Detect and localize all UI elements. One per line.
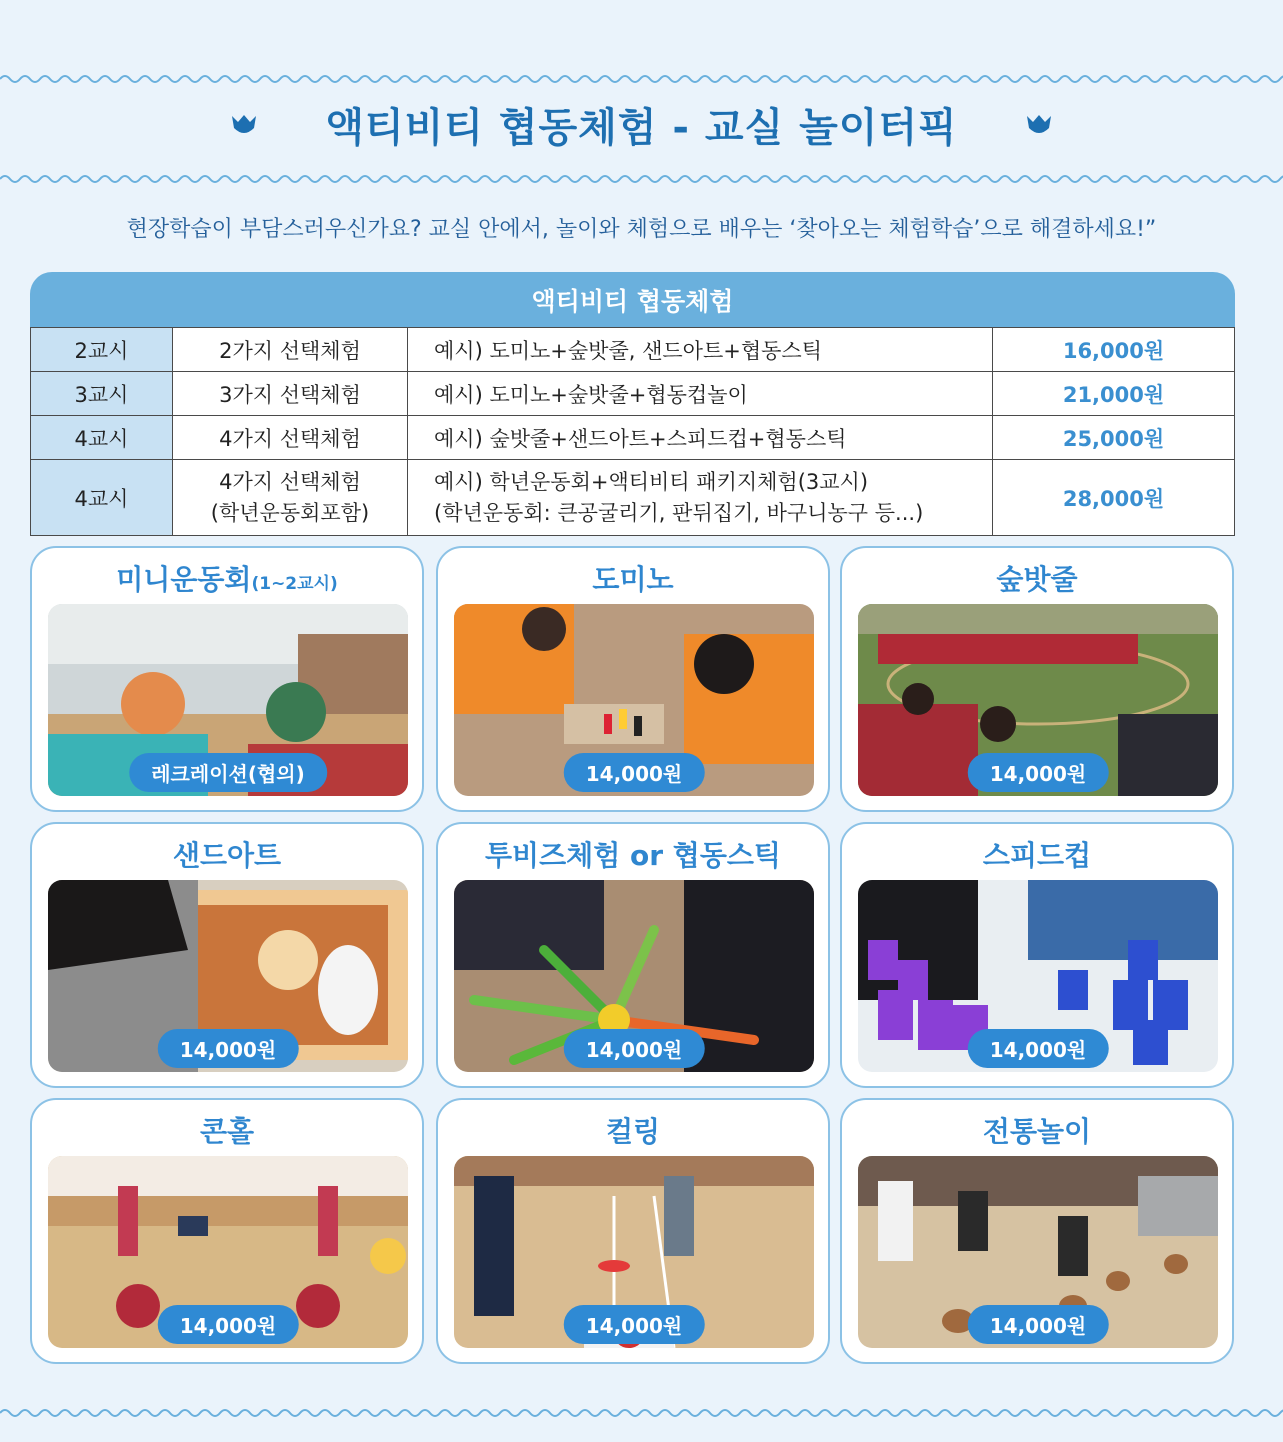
card-title: 스피드컵 (982, 839, 1092, 872)
activity-card (840, 1098, 1234, 1364)
price-badge: 14,000원 (158, 1305, 299, 1344)
price-badge: 14,000원 (564, 1305, 705, 1344)
activity-card (436, 1098, 830, 1364)
price-badge: 14,000원 (158, 1029, 299, 1068)
type-cell (173, 460, 408, 536)
price-cell: 28,000원 (993, 460, 1235, 536)
price-cell: 21,000원 (993, 372, 1235, 416)
example-line: 예시) 학년운동회+액티비티 패키지체험(3교시) (434, 469, 869, 494)
page-header (0, 96, 1283, 153)
type-cell: 2가지 선택체험 (173, 328, 408, 372)
activity-card (436, 546, 830, 812)
activity-card (436, 822, 830, 1088)
price-badge: 14,000원 (968, 1305, 1109, 1344)
period-cell: 4교시 (31, 416, 173, 460)
price-cell: 25,000원 (993, 416, 1235, 460)
activity-photo (454, 1156, 814, 1348)
activity-photo (858, 604, 1218, 796)
card-title: 샌드아트 (172, 839, 282, 872)
activity-card (840, 822, 1234, 1088)
table-row (31, 328, 1235, 372)
period-cell: 3교시 (31, 372, 173, 416)
activity-card (30, 822, 424, 1088)
type-cell: 4가지 선택체험 (173, 416, 408, 460)
activity-photo (48, 1156, 408, 1348)
example-cell: 예시) 도미노+숲밧줄, 샌드아트+협동스틱 (408, 328, 993, 372)
page-subtitle: 현장학습이 부담스러우신가요? 교실 안에서, 놀이와 체험으로 배우는 ‘찾아오는 체험학습’으로 해결하세요!” (126, 217, 1157, 242)
example-cell: 예시) 숲밧줄+샌드아트+스피드컵+협동스틱 (408, 416, 993, 460)
activity-photo (48, 604, 408, 796)
period-cell: 4교시 (31, 460, 173, 536)
table-row (31, 372, 1235, 416)
type-line: 4가지 선택체험 (219, 469, 361, 494)
tulip-icon (1025, 114, 1053, 136)
page-title: 액티비티 협동체험 - 교실 놀이터픽 (325, 105, 958, 151)
card-title: 투비즈체험 or 협동스틱 (485, 839, 781, 872)
price-table (30, 272, 1235, 536)
price-badge: 14,000원 (968, 1029, 1109, 1068)
activity-photo (858, 1156, 1218, 1348)
card-title-text: 미니운동회 (116, 563, 252, 596)
wave-divider-top (0, 72, 1283, 86)
example-cell: 예시) 도미노+숲밧줄+협동컵놀이 (408, 372, 993, 416)
type-cell: 3가지 선택체험 (173, 372, 408, 416)
card-title-note: (1~2교시) (251, 574, 338, 594)
table-row (31, 416, 1235, 460)
wave-divider-mid (0, 172, 1283, 186)
price-cell: 16,000원 (993, 328, 1235, 372)
card-title: 전통놀이 (982, 1115, 1092, 1148)
period-cell: 2교시 (31, 328, 173, 372)
activity-photo (454, 604, 814, 796)
example-cell (408, 460, 993, 536)
price-badge: 레크레이션(협의) (129, 753, 327, 792)
card-title: 컬링 (605, 1115, 661, 1148)
card-title: 숲밧줄 (996, 563, 1078, 596)
activity-card (30, 1098, 424, 1364)
tulip-icon (230, 114, 258, 136)
table-row (31, 460, 1235, 536)
example-line: (학년운동회: 큰공굴리기, 판뒤집기, 바구니농구 등...) (434, 500, 924, 525)
card-title: 도미노 (592, 563, 674, 596)
activity-card (30, 546, 424, 812)
table-title: 액티비티 협동체험 (30, 272, 1235, 327)
activity-card (840, 546, 1234, 812)
wave-divider-bottom (0, 1406, 1283, 1420)
card-title (32, 558, 422, 598)
price-badge: 14,000원 (968, 753, 1109, 792)
activity-photo (454, 880, 814, 1072)
price-badge: 14,000원 (564, 1029, 705, 1068)
activity-photo (858, 880, 1218, 1072)
type-line: (학년운동회포함) (210, 500, 370, 525)
card-title: 콘홀 (199, 1115, 255, 1148)
price-badge: 14,000원 (564, 753, 705, 792)
activity-photo (48, 880, 408, 1072)
